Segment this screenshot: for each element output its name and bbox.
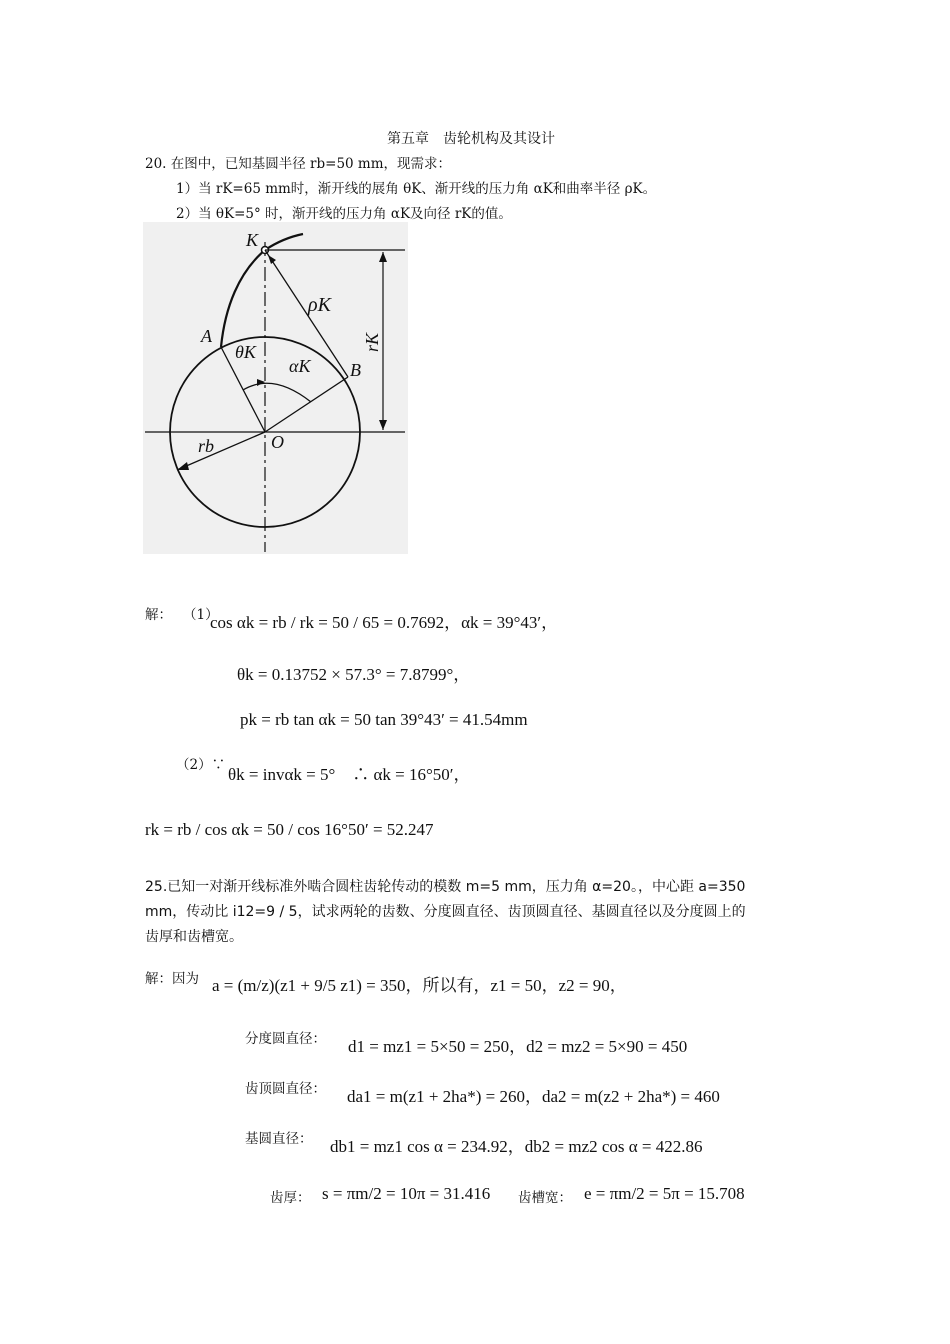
label-a: A xyxy=(201,326,212,346)
sol20-part1-label: （1） xyxy=(183,607,219,623)
label-o: O xyxy=(271,432,284,452)
tip-diameter-label: 齿顶圆直径： xyxy=(245,1081,326,1097)
q25-line1: 25.已知一对渐开线标准外啮合圆柱齿轮传动的模数 m=5 mm，压力角 α=20。，中心距 a=350 xyxy=(145,879,746,895)
tooth-space-eq: e = πm/2 = 5π = 15.708 xyxy=(584,1184,745,1203)
tip-diameter-eq: da1 = m(z1 + 2ha*) = 260，da2 = m(z2 + 2ha*) = 460 xyxy=(347,1087,720,1106)
label-r-b: rb xyxy=(198,436,215,456)
q20-part2: 2）当 θK=5° 时，渐开线的压力角 αK及向径 rK的值。 xyxy=(176,206,512,222)
sol20-part2-label: （2）∵ xyxy=(176,757,226,773)
label-k: K xyxy=(246,230,259,250)
base-diameter-eq: db1 = mz1 cos α = 234.92，db2 = mz2 cos α = 422.86 xyxy=(330,1137,703,1156)
label-r-k: rK xyxy=(362,332,383,353)
sol20-eq3: pk = rb tan αk = 50 tan 39°43′ = 41.54mm xyxy=(240,710,528,729)
q25-line2: mm，传动比 i12=9 / 5，试求两轮的齿数、分度圆直径、齿顶圆直径、基圆直径以及分度圆上的 xyxy=(145,904,746,920)
sol20-label: 解： xyxy=(145,607,172,623)
sol20-eq2: θk = 0.13752 × 57.3° = 7.8799°， xyxy=(237,665,471,684)
involute-diagram xyxy=(143,222,408,554)
involute-figure xyxy=(143,222,408,554)
q20-stem: 20. 在图中，已知基圆半径 rb=50 mm，现需求： xyxy=(145,156,452,172)
tooth-thickness-label: 齿厚： xyxy=(270,1190,311,1206)
sol25-label: 解：因为 xyxy=(145,971,199,987)
chapter-title: 第五章 齿轮机构及其设计 xyxy=(387,131,555,147)
tooth-space-label: 齿槽宽： xyxy=(518,1190,572,1206)
label-theta-k: θK xyxy=(235,342,256,362)
base-diameter-label: 基圆直径： xyxy=(245,1131,313,1147)
label-rho-k: ρK xyxy=(308,294,331,316)
q25-line3: 齿厚和齿槽宽。 xyxy=(145,929,243,945)
sol25-eq-a: a = (m/z)(z1 + 9/5 z1) = 350，所以有，z1 = 50，z2 = 90， xyxy=(212,976,627,995)
sol20-eq4: θk = invαk = 5° ∴ αk = 16°50′， xyxy=(228,765,471,784)
pitch-diameter-eq: d1 = mz1 = 5×50 = 250，d2 = mz2 = 5×90 = 450 xyxy=(348,1037,688,1056)
pitch-diameter-label: 分度圆直径： xyxy=(245,1031,326,1047)
label-b: B xyxy=(350,360,361,380)
tooth-thickness-eq: s = πm/2 = 10π = 31.416 xyxy=(322,1184,491,1203)
q20-part1: 1）当 rK=65 mm时，渐开线的展角 θK、渐开线的压力角 αK和曲率半径 ρK。 xyxy=(176,181,657,197)
sol20-eq5: rk = rb / cos αk = 50 / cos 16°50′ = 52.247 xyxy=(145,820,434,839)
label-alpha-k: αK xyxy=(289,356,311,376)
sol20-eq1: cos αk = rb / rk = 50 / 65 = 0.7692，αk = 39°43′， xyxy=(210,613,559,632)
